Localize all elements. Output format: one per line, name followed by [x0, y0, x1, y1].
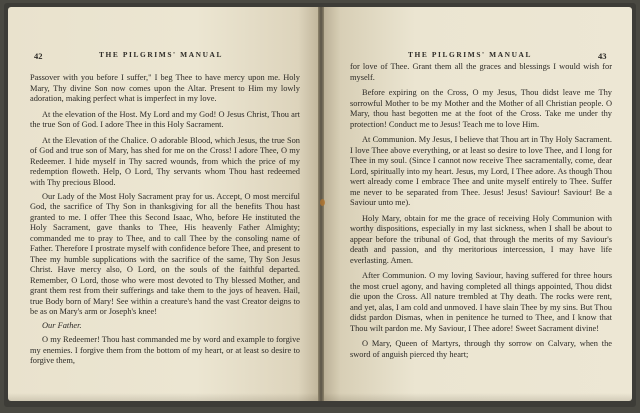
paragraph: Passover with you before I suffer," I beg Thee to have mercy upon me. Holy Mary, Thy divine Son now comes upon the Altar. Present to Him my lowly adoration, making perfect what is imperfect in my love.	[30, 73, 300, 103]
page-body	[30, 73, 300, 370]
right-page	[322, 7, 632, 401]
paragraph: for love of Thee. Grant them all the graces and blessings I would wish for myself.	[350, 62, 612, 82]
running-head: THE PILGRIMS' MANUAL	[408, 50, 532, 59]
paragraph: Before expiring on the Cross, O my Jesus, Thou didst leave me Thy sorrowful Mother to be my Mother and the Mother of all Christian people. O Mary, thou hast begotten me at the foot of the Cross. Take me under thy protection! Conduct me to Jesus! Teach me to love Him.	[350, 88, 612, 129]
paragraph: O Mary, Queen of Martyrs, through thy sorrow on Calvary, when the sword of anguish pierced thy heart;	[350, 339, 612, 359]
paragraph: At the Elevation of the Chalice. O adorable Blood, which Jesus, the true Son of God and true son of Mary, has shed for me on the Cross! I adore Thee, O my Redeemer. I hide myself in Thy sacred wounds, from which the price of my redemption floweth. Help, O Lord, Thy servants whom Thou hast redeemed with Thy precious Blood.	[30, 135, 300, 187]
section-heading: Our Father.	[42, 321, 82, 330]
paragraph: At the elevation of the Host. My Lord and my God! O Jesus Christ, Thou art the true Son of God. I adore Thee in this Holy Sacrament.	[30, 109, 300, 129]
paragraph: At Communion. My Jesus, I believe that Thou art in Thy Holy Sacrament. I love Thee above everything, or at least so desire to love Thee, and I long for Thee in my soul. (Since I cannot now receive Thee sacramentally, come, dear Lord, spiritually into my heart. Jesus, my Lord, I Thee adore. As though Thou wert already come I embrace Thee and unite myself entirely to Thee. Suffer me never to be separated from Thee. Jesus! Jesus! Saviour! Saviour! Be a Saviour unto me).	[350, 135, 612, 207]
page-number: 42	[34, 51, 43, 61]
paragraph: O my Redeemer! Thou hast commanded me by word and example to forgive my enemies. I forgive them from the bottom of my heart, or at least so desire to forgive them,	[30, 335, 300, 365]
paper-stain	[320, 199, 325, 206]
paragraph: Holy Mary, obtain for me the grace of receiving Holy Communion with worthy dispositions, especially in my last sickness, when I shall be about to appear before the tribunal of God, that through the merits of my Saviour's death and passion, and thy meritorious intercession, I may have life everlasting. Amen.	[350, 213, 612, 265]
running-head: THE PILGRIMS' MANUAL	[99, 50, 223, 59]
paragraph: Our Lady of the Most Holy Sacrament pray for us. Accept, O most merciful God, the sacrifice of Thy Son in thanksgiving for all the benefits Thou hast granted to me. I offer Thee this Second Isaac, Who, before He instituted the Holy Sacrament, gave thanks to Thee, His heavenly Father Almighty; commanded me to pray to Thee, and to call Thee by the consoling name of Father. Therefore I prostrate myself with confidence before Thee, and present to Thee my humble supplications with the sacrifice of the same, Thy Son Jesus Christ. Have mercy also, O Lord, on the souls of the faithful departed. Remember, O Lord, those who were most devoted to Thy blessed Mother, and grant them rest from their sufferings and take them to the joys of heaven. Hail, true Body born of Mary! See within a creature's hand the vast Creator deigns to be as on Mary's arm or Joseph's knee!	[30, 191, 300, 316]
page-shadow	[8, 393, 320, 401]
page-body	[350, 62, 612, 364]
page-number: 43	[598, 51, 607, 61]
paragraph: After Communion. O my loving Saviour, having suffered for three hours the most cruel agony, and having completed all things appointed, Thou didst die upon the Cross. All nature trembled at Thy death. The rocks were rent, and yet, alas, I am cold and unmoved. I have slain Thee by my sins. But Thou didst pardon Dismas, when in penitence he turned to Thee, and I know that Thou wilt pardon me. My Saviour, I Thee adore! Sweet Sacrament divine!	[350, 271, 612, 333]
left-page	[8, 7, 320, 401]
page-shadow	[322, 393, 632, 401]
